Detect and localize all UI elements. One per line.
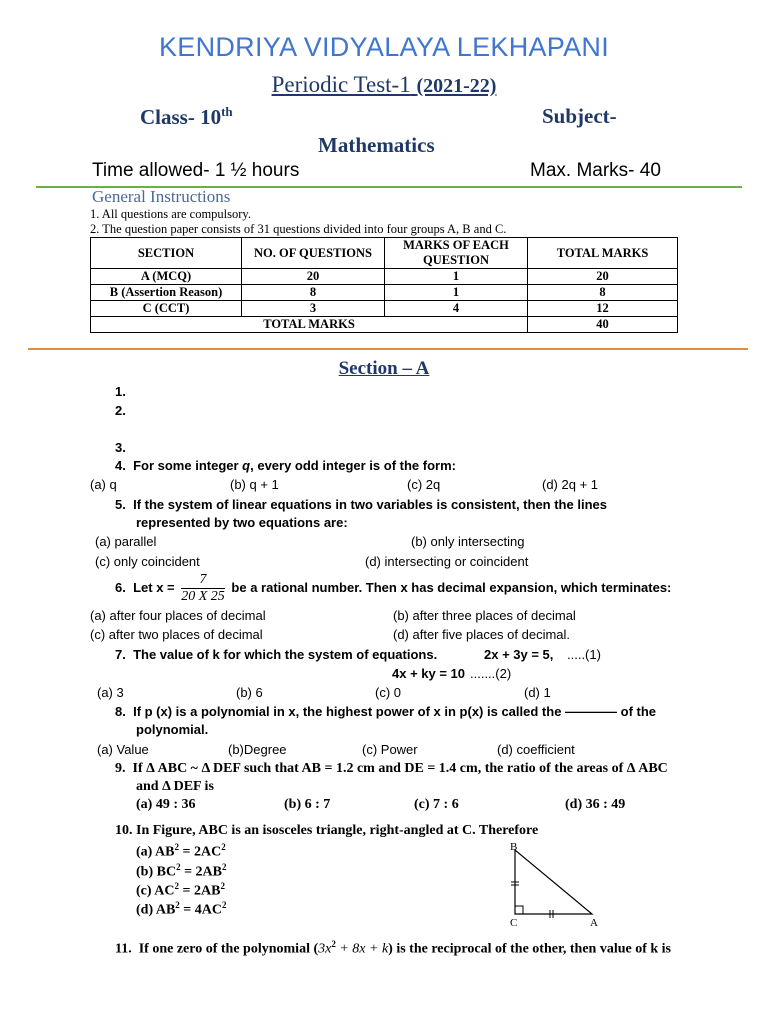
table-header: SECTION [91, 238, 242, 269]
option: (b) q + 1 [230, 477, 279, 492]
marks-table [90, 237, 678, 333]
test-title [0, 72, 768, 98]
triangle-abc [515, 850, 592, 914]
table-row [91, 269, 678, 285]
table-cell: 1 [385, 269, 528, 285]
test-year: (2021-22) [416, 75, 497, 97]
section-title: Section – A [338, 358, 430, 379]
table-cell: C (CCT) [91, 301, 242, 317]
max-marks: Max. Marks- 40 [530, 160, 661, 181]
table-cell: A (MCQ) [91, 269, 242, 285]
question-number: 1. [115, 384, 126, 399]
option: (c) 7 : 6 [414, 797, 459, 812]
question-5-line-2: represented by two equations are: [136, 515, 348, 530]
question-7: 7. The value of k for which the system of equations. [115, 647, 438, 662]
subject-value: Mathematics [318, 133, 435, 157]
test-name: Periodic Test-1 [271, 72, 411, 97]
question-8: 8. If p (x) is a polynomial in x, the highest power of x in p(x) is called the ———— of the [115, 704, 657, 719]
fraction: $\frac{7}{20 X 25}$ [181, 572, 225, 604]
question-9-line-2: and Δ DEF is [136, 779, 214, 794]
option: (c) Power [362, 742, 418, 757]
table-cell: 3 [242, 301, 385, 317]
class-label: Class- 10th [140, 104, 233, 129]
option: (a) 3 [97, 685, 124, 700]
option: (a) 49 : 36 [136, 797, 196, 812]
option: (c) after two places of decimal [90, 627, 263, 642]
table-row [91, 301, 678, 317]
table-cell: 12 [528, 301, 678, 317]
option: (b) 6 [236, 685, 263, 700]
option: (d) after five places of decimal. [393, 627, 571, 642]
vertex-label-a: A [590, 917, 598, 929]
table-header: NO. OF QUESTIONS [242, 238, 385, 269]
table-cell: 20 [528, 269, 678, 285]
vertex-label-c: C [510, 917, 518, 929]
equation-1: 2x + 3y = 5, [484, 647, 554, 662]
option: (c) $AC^2 = 2AB^2$ [136, 881, 225, 899]
option: (d) 2q + 1 [542, 477, 599, 492]
table-cell: B (Assertion Reason) [91, 285, 242, 301]
option: (b) 6 : 7 [284, 797, 331, 812]
option: (b) after three places of decimal [393, 608, 576, 623]
option: (c) 2q [407, 477, 441, 492]
table-total-row [91, 317, 678, 333]
option: (a) q [90, 477, 117, 492]
table-cell: 8 [242, 285, 385, 301]
option: (d) $AB^2 = 4AC^2$ [136, 900, 227, 918]
question-number: 3. [115, 440, 126, 455]
option: (c) only coincident [95, 554, 200, 569]
option: (d) 36 : 49 [565, 797, 626, 812]
question-5: 5. If the system of linear equations in two variables is consistent, then the lines [115, 497, 607, 512]
table-cell: 8 [528, 285, 678, 301]
table-total-value: 40 [528, 317, 678, 333]
table-cell: 20 [242, 269, 385, 285]
option: (b) $BC^2 = 2AB^2$ [136, 862, 227, 880]
option: (d) coefficient [497, 742, 575, 757]
instruction-line-2: 2. The question paper consists of 31 questions divided into four groups A, B and C. [90, 222, 507, 236]
question-9: 9. If Δ ABC ~ Δ DEF such that AB = 1.2 cm and DE = 1.4 cm, the ratio of the areas of Δ ABC [115, 761, 668, 776]
option: (a) after four places of decimal [90, 608, 266, 623]
option: (c) 0 [375, 685, 401, 700]
table-cell: 4 [385, 301, 528, 317]
table-header: TOTAL MARKS [528, 238, 678, 269]
question-6: 6. Let x = $\frac{7}{20 X 25}$ be a rational number. Then x has decimal expansion, which terminates: [115, 572, 672, 604]
question-8-line-2: polynomial. [136, 722, 209, 737]
question-4: 4. For some integer q, every odd integer is of the form: [115, 458, 456, 473]
right-angle-mark [515, 906, 523, 914]
table-header: MARKS OF EACH QUESTION [385, 238, 528, 269]
instructions-heading: General Instructions [92, 187, 231, 206]
table-header-row [91, 238, 678, 269]
instruction-line-1: 1. All questions are compulsory. [90, 207, 251, 221]
triangle-figure [500, 838, 610, 930]
table-row [91, 285, 678, 301]
question-10: 10. In Figure, ABC is an isosceles triangle, right-angled at C. Therefore [115, 823, 539, 838]
option: (a) Value [97, 742, 149, 757]
equation-1-tag: .....(1) [567, 647, 601, 662]
equation-2-tag: .......(2) [470, 666, 512, 681]
question-number: 2. [115, 403, 126, 418]
table-cell: 1 [385, 285, 528, 301]
question-11: 11. If one zero of the polynomial $(3x^2 + 8x + k)$ is the reciprocal of the other, then value of k is [115, 939, 672, 957]
option: (b) only intersecting [411, 534, 525, 549]
orange-divider [28, 348, 748, 350]
school-name: KENDRIYA VIDYALAYA LEKHAPANI [158, 32, 610, 62]
vertex-label-b: B [510, 841, 518, 853]
option: (b)Degree [228, 742, 287, 757]
option: (d) 1 [524, 685, 551, 700]
subject-label: Subject- [542, 104, 617, 128]
table-total-label: TOTAL MARKS [91, 317, 528, 333]
time-allowed: Time allowed- 1 ½ hours [92, 160, 300, 181]
option: (d) intersecting or coincident [365, 554, 529, 569]
option: (a) parallel [95, 534, 157, 549]
equation-2: 4x + ky = 10 [392, 666, 466, 681]
option: (a) $AB^2 = 2AC^2$ [136, 842, 226, 860]
